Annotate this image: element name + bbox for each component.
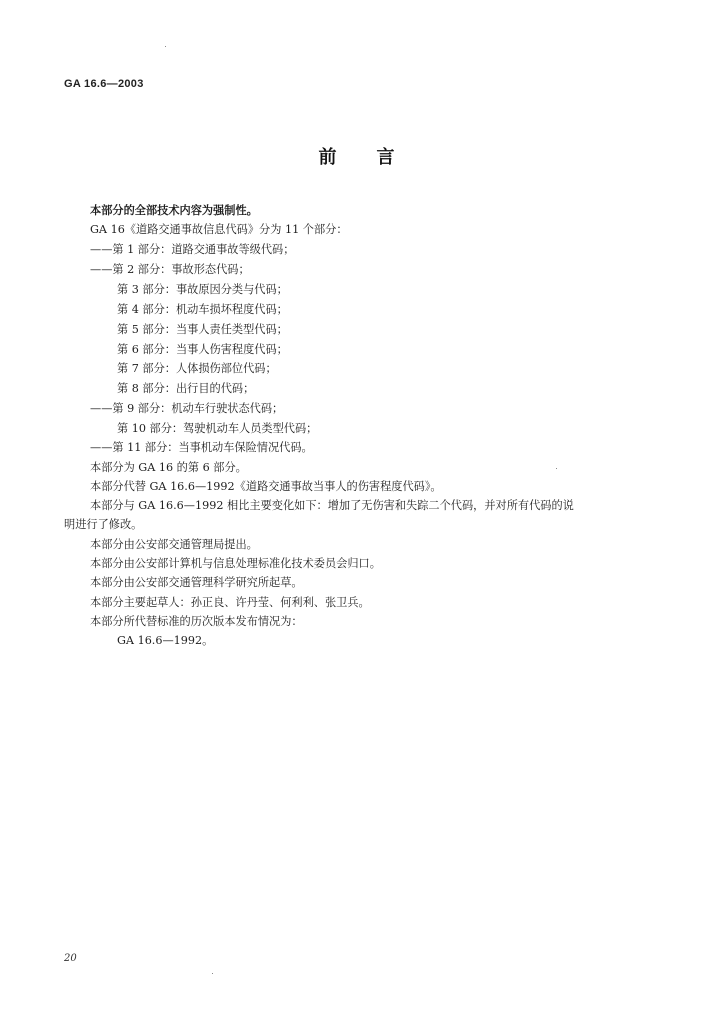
part-item: 第 5 部分：当事人责任类型代码；: [117, 323, 288, 336]
mandatory-statement: 本部分的全部技术内容为强制性。: [90, 203, 258, 217]
part-item: ——第 9 部分：机动车行驶状态代码；: [90, 402, 284, 415]
standard-code: GA 16.6—2003: [64, 78, 144, 90]
proposer-statement: 本部分由公安部交通管理局提出。: [90, 538, 258, 551]
part-item: 第 3 部分：事故原因分类与代码；: [117, 283, 288, 296]
part-item: ——第 1 部分：道路交通事故等级代码；: [90, 243, 295, 256]
part-statement: 本部分为 GA 16 的第 6 部分。: [90, 461, 247, 474]
page-number: 20: [64, 953, 77, 964]
replacement-statement: 本部分代替 GA 16.6—1992《道路交通事故当事人的伤害程度代码》。: [90, 480, 442, 493]
history-statement: 本部分所代替标准的历次版本发布情况为：: [90, 615, 303, 628]
parts-intro: GA 16《道路交通事故信息代码》分为 11 个部分：: [90, 223, 348, 236]
scan-speck: [212, 973, 213, 974]
history-version: GA 16.6—1992。: [117, 634, 214, 647]
title-char-1: 前: [318, 147, 337, 168]
title-char-2: 言: [376, 147, 395, 168]
part-item: 第 10 部分：驾驶机动车人员类型代码；: [117, 422, 318, 435]
part-item: 第 8 部分：出行目的代码；: [117, 382, 255, 395]
part-item: ——第 11 部分：当事机动车保险情况代码。: [90, 441, 313, 454]
scan-speck: [556, 468, 557, 469]
changes-statement: 本部分与 GA 16.6—1992 相比主要变化如下：增加了无伤害和失踪二个代码，并对所有代码的说: [90, 499, 574, 512]
authors-statement: 本部分主要起草人：孙正良、许丹莹、何利利、张卫兵。: [90, 596, 370, 609]
changes-statement-cont: 明进行了修改。: [64, 518, 143, 531]
part-item: ——第 2 部分：事故形态代码；: [90, 263, 250, 276]
part-item: 第 4 部分：机动车损坏程度代码；: [117, 303, 288, 316]
committee-statement: 本部分由公安部计算机与信息处理标准化技术委员会归口。: [90, 557, 381, 570]
scan-speck: [165, 46, 166, 47]
part-item: 第 7 部分：人体损伤部位代码；: [117, 362, 277, 375]
part-item: 第 6 部分：当事人伤害程度代码；: [117, 343, 288, 356]
drafter-statement: 本部分由公安部交通管理科学研究所起草。: [90, 576, 303, 589]
page-title: [0, 143, 713, 169]
